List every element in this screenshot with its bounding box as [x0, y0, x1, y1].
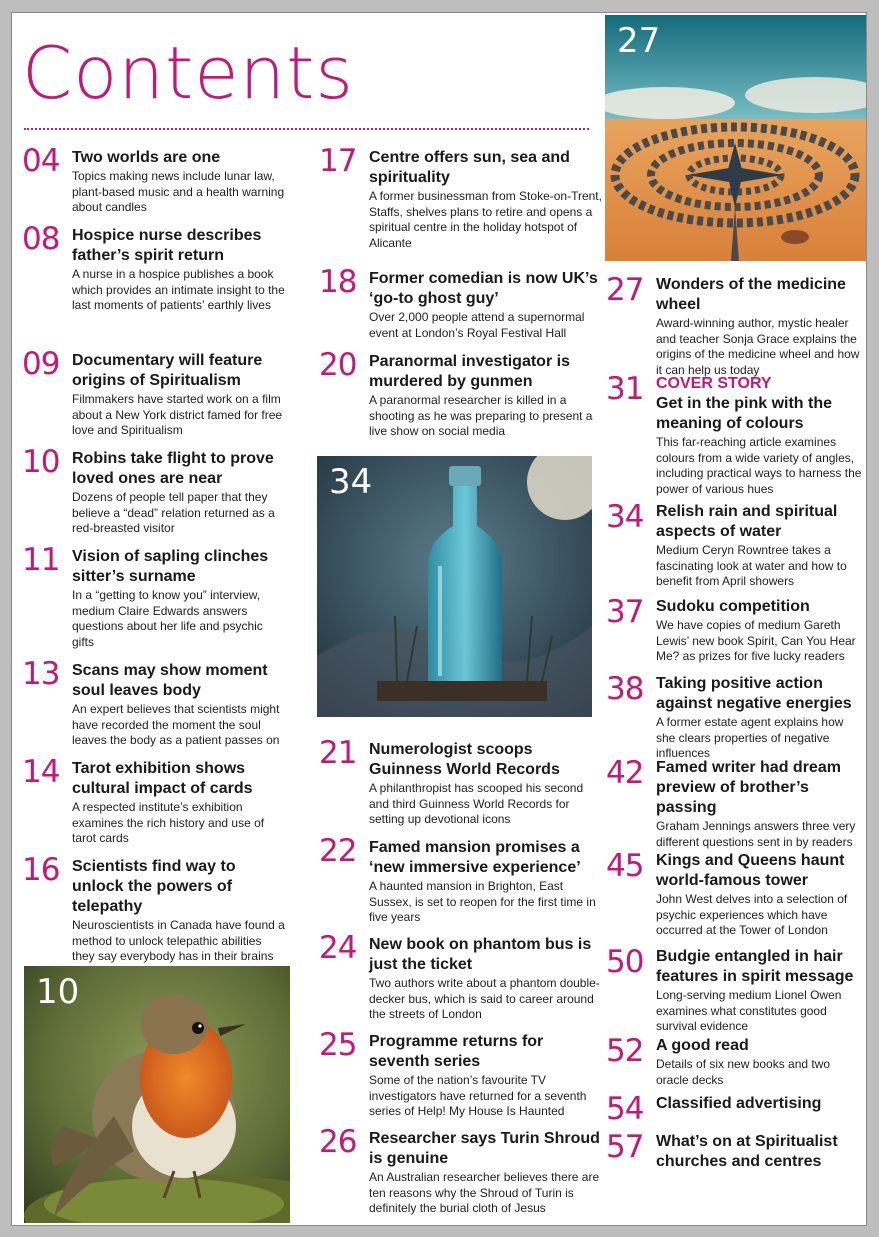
entry-description: Over 2,000 people attend a supernormal event at London’s Royal Festival Hall — [369, 310, 585, 340]
water-bottle-image — [317, 456, 592, 717]
contents-entry[interactable] — [22, 852, 287, 963]
page-number: 14 — [22, 754, 60, 790]
entry-description: A nurse in a hospice publishes a book which provides an intimate insight to the last moments of patients’ earthly lives — [72, 267, 285, 312]
page-number: 22 — [319, 833, 357, 869]
contents-entry[interactable] — [606, 1091, 866, 1127]
page-number: 24 — [319, 930, 357, 966]
page-number: 21 — [319, 735, 357, 771]
entry-description: A haunted mansion in Brighton, East Sussex, is set to reopen for the first time in five years — [369, 879, 596, 924]
contents-entry[interactable] — [606, 272, 866, 377]
entry-description: A philanthropist has scooped his second and third Guinness World Records for setting up devotional icons — [369, 781, 584, 826]
page-number: 18 — [319, 264, 357, 300]
entry-headline: Tarot exhibition shows cultural impact of cards — [72, 760, 253, 797]
entry-headline: Paranormal investigator is murdered by gunmen — [369, 353, 570, 390]
cover-story-tag: COVER STORY — [656, 375, 772, 392]
page-number: 11 — [22, 542, 60, 578]
page-number: 37 — [606, 594, 644, 630]
entry-headline: Two worlds are one — [72, 149, 221, 166]
page-number: 42 — [606, 755, 644, 791]
robin-image — [24, 966, 290, 1223]
contents-entry[interactable] — [319, 347, 604, 438]
entry-headline: Famed writer had dream preview of brother’s passing — [656, 759, 841, 816]
entry-description: Graham Jennings answers three very different questions sent in by readers — [656, 819, 856, 849]
page-number: 54 — [606, 1091, 644, 1127]
page-number: 26 — [319, 1124, 357, 1160]
entry-description: An expert believes that scientists might have recorded the moment the soul leaves the body as a patient passes on — [72, 702, 280, 747]
contents-entry[interactable] — [319, 264, 604, 340]
contents-entry[interactable] — [22, 143, 287, 214]
entry-headline: Centre offers sun, sea and spirituality — [369, 149, 570, 186]
page-title: Contents — [22, 31, 354, 115]
entry-description: In a “getting to know you” interview, medium Claire Edwards answers questions about her life and psychic gifts — [72, 588, 263, 649]
column-right — [606, 272, 866, 1174]
contents-entry[interactable] — [606, 1129, 866, 1174]
entry-headline: Kings and Queens haunt world-famous tower — [656, 852, 845, 889]
page-number: 31 — [606, 371, 644, 407]
page-number: 52 — [606, 1033, 644, 1069]
contents-entry[interactable] — [606, 1033, 866, 1087]
entry-description: Some of the nation’s favourite TV investigators have returned for a seventh series of Help! My House Is Haunted — [369, 1073, 587, 1118]
contents-entry[interactable] — [606, 499, 866, 588]
medicine-wheel-image — [605, 15, 867, 261]
entry-headline: Relish rain and spiritual aspects of water — [656, 503, 838, 540]
entry-headline: Researcher says Turin Shroud is genuine — [369, 1130, 600, 1167]
entry-description: A paranormal researcher is killed in a shooting as he was preparing to present a live show on social media — [369, 393, 593, 438]
image-page-badge: 27 — [617, 21, 661, 61]
entry-description: Filmmakers have started work on a film about a New York district famed for free love and Spiritualism — [72, 392, 283, 437]
entry-description: A former estate agent explains how she clears properties of negative influences — [656, 715, 844, 760]
contents-entry[interactable] — [319, 143, 604, 252]
entry-description: A former businessman from Stoke-on-Trent, Staffs, shelves plans to retire and opens a spiritual centre in the holiday hotspot of Alicante — [369, 189, 602, 250]
page-number: 34 — [606, 499, 644, 535]
entry-headline: Famed mansion promises a ‘new immersive experience’ — [369, 839, 581, 876]
contents-entry[interactable] — [606, 944, 866, 1033]
entry-description: John West delves into a selection of psychic experiences which have occurred at the Tower of London — [656, 892, 848, 937]
entry-headline: Numerologist scoops Guinness World Records — [369, 741, 560, 778]
page-number: 10 — [22, 444, 60, 480]
entry-headline: Taking positive action against negative energies — [656, 675, 852, 712]
page-number: 38 — [606, 671, 644, 707]
contents-entry[interactable] — [606, 594, 866, 663]
entry-headline: Sudoku competition — [656, 598, 810, 615]
entry-description: Two authors write about a phantom double-decker bus, which is said to career around the streets of London — [369, 976, 600, 1021]
entry-headline: Robins take flight to prove loved ones are near — [72, 450, 274, 487]
page-number: 09 — [22, 346, 60, 382]
contents-entry[interactable] — [319, 1124, 604, 1215]
contents-entry[interactable] — [606, 848, 866, 939]
page-number: 04 — [22, 143, 60, 179]
entry-headline: Scientists find way to unlock the powers of telepathy — [72, 858, 236, 915]
entry-headline: New book on phantom bus is just the ticket — [369, 936, 592, 973]
image-page-badge: 10 — [36, 972, 80, 1012]
contents-entry[interactable] — [22, 346, 287, 437]
image-page-badge: 34 — [329, 462, 373, 502]
entry-headline: Vision of sapling clinches sitter’s surname — [72, 548, 269, 585]
entry-headline: Classified advertising — [656, 1095, 822, 1112]
entry-description: Medium Ceryn Rowntree takes a fascinating look at water and how to benefit from April showers — [656, 543, 847, 588]
entry-headline: A good read — [656, 1037, 749, 1054]
page-number: 17 — [319, 143, 357, 179]
entry-description: A respected institute’s exhibition examines the rich history and use of tarot cards — [72, 800, 265, 845]
page-number: 16 — [22, 852, 60, 888]
entry-description: Award-winning author, mystic healer and teacher Sonja Grace explains the origins of the medicine wheel and how it can help us today — [656, 316, 860, 377]
entry-headline: Wonders of the medicine wheel — [656, 276, 846, 313]
page-number: 08 — [22, 221, 60, 257]
contents-entry[interactable] — [319, 1027, 604, 1118]
contents-entry[interactable] — [319, 735, 604, 826]
entry-description: Dozens of people tell paper that they believe a “dead” relation returned as a red-breasted visitor — [72, 490, 275, 535]
contents-entry[interactable] — [22, 754, 287, 845]
page-number: 50 — [606, 944, 644, 980]
page-number: 13 — [22, 656, 60, 692]
entry-headline: Hospice nurse describes father’s spirit return — [72, 227, 262, 264]
entry-headline: Documentary will feature origins of Spiritualism — [72, 352, 263, 389]
entry-description: Details of six new books and two oracle decks — [656, 1057, 831, 1087]
entry-description: We have copies of medium Gareth Lewis’ new book Spirit, Can You Hear Me? as prizes for five lucky readers — [656, 618, 856, 663]
entry-headline: Scans may show moment soul leaves body — [72, 662, 268, 699]
entry-headline: Programme returns for seventh series — [369, 1033, 544, 1070]
contents-entry[interactable] — [606, 371, 866, 496]
page-number: 57 — [606, 1129, 644, 1165]
contents-entry[interactable] — [22, 656, 287, 747]
contents-entry[interactable] — [606, 755, 866, 849]
page-number: 20 — [319, 347, 357, 383]
title-divider — [24, 128, 589, 130]
page-number: 45 — [606, 848, 644, 884]
entry-description: An Australian researcher believes there are ten reasons why the Shroud of Turin is definitely the burial cloth of Jesus — [369, 1170, 600, 1215]
column-middle-top — [319, 143, 604, 438]
entry-description: Topics making news include lunar law, plant-based music and a health warning about candles — [72, 169, 285, 214]
page-number: 27 — [606, 272, 644, 308]
contents-entry[interactable] — [319, 930, 604, 1021]
entry-description: Neuroscientists in Canada have found a method to unlock telepathic abilities they say everybody has in their brains — [72, 918, 285, 963]
entry-headline: Former comedian is now UK’s ‘go-to ghost guy’ — [369, 270, 598, 307]
entry-description: This far-reaching article examines colours from a wide variety of angles, including practical ways to harness the power of various hues — [656, 435, 862, 496]
contents-entry[interactable] — [606, 671, 866, 760]
contents-entry[interactable] — [22, 221, 287, 337]
entry-headline: Budgie entangled in hair features in spirit message — [656, 948, 854, 985]
entry-description: Long-serving medium Lionel Owen examines what constitutes good survival evidence — [656, 988, 842, 1033]
column-left — [22, 143, 287, 963]
column-middle-bottom — [319, 735, 604, 1215]
contents-page — [11, 12, 867, 1226]
contents-entry[interactable] — [22, 542, 287, 649]
entry-headline: Get in the pink with the meaning of colours — [656, 395, 832, 432]
contents-entry[interactable] — [319, 833, 604, 924]
entry-headline: What’s on at Spiritualist churches and centres — [656, 1133, 838, 1170]
page-number: 25 — [319, 1027, 357, 1063]
contents-entry[interactable] — [22, 444, 287, 535]
